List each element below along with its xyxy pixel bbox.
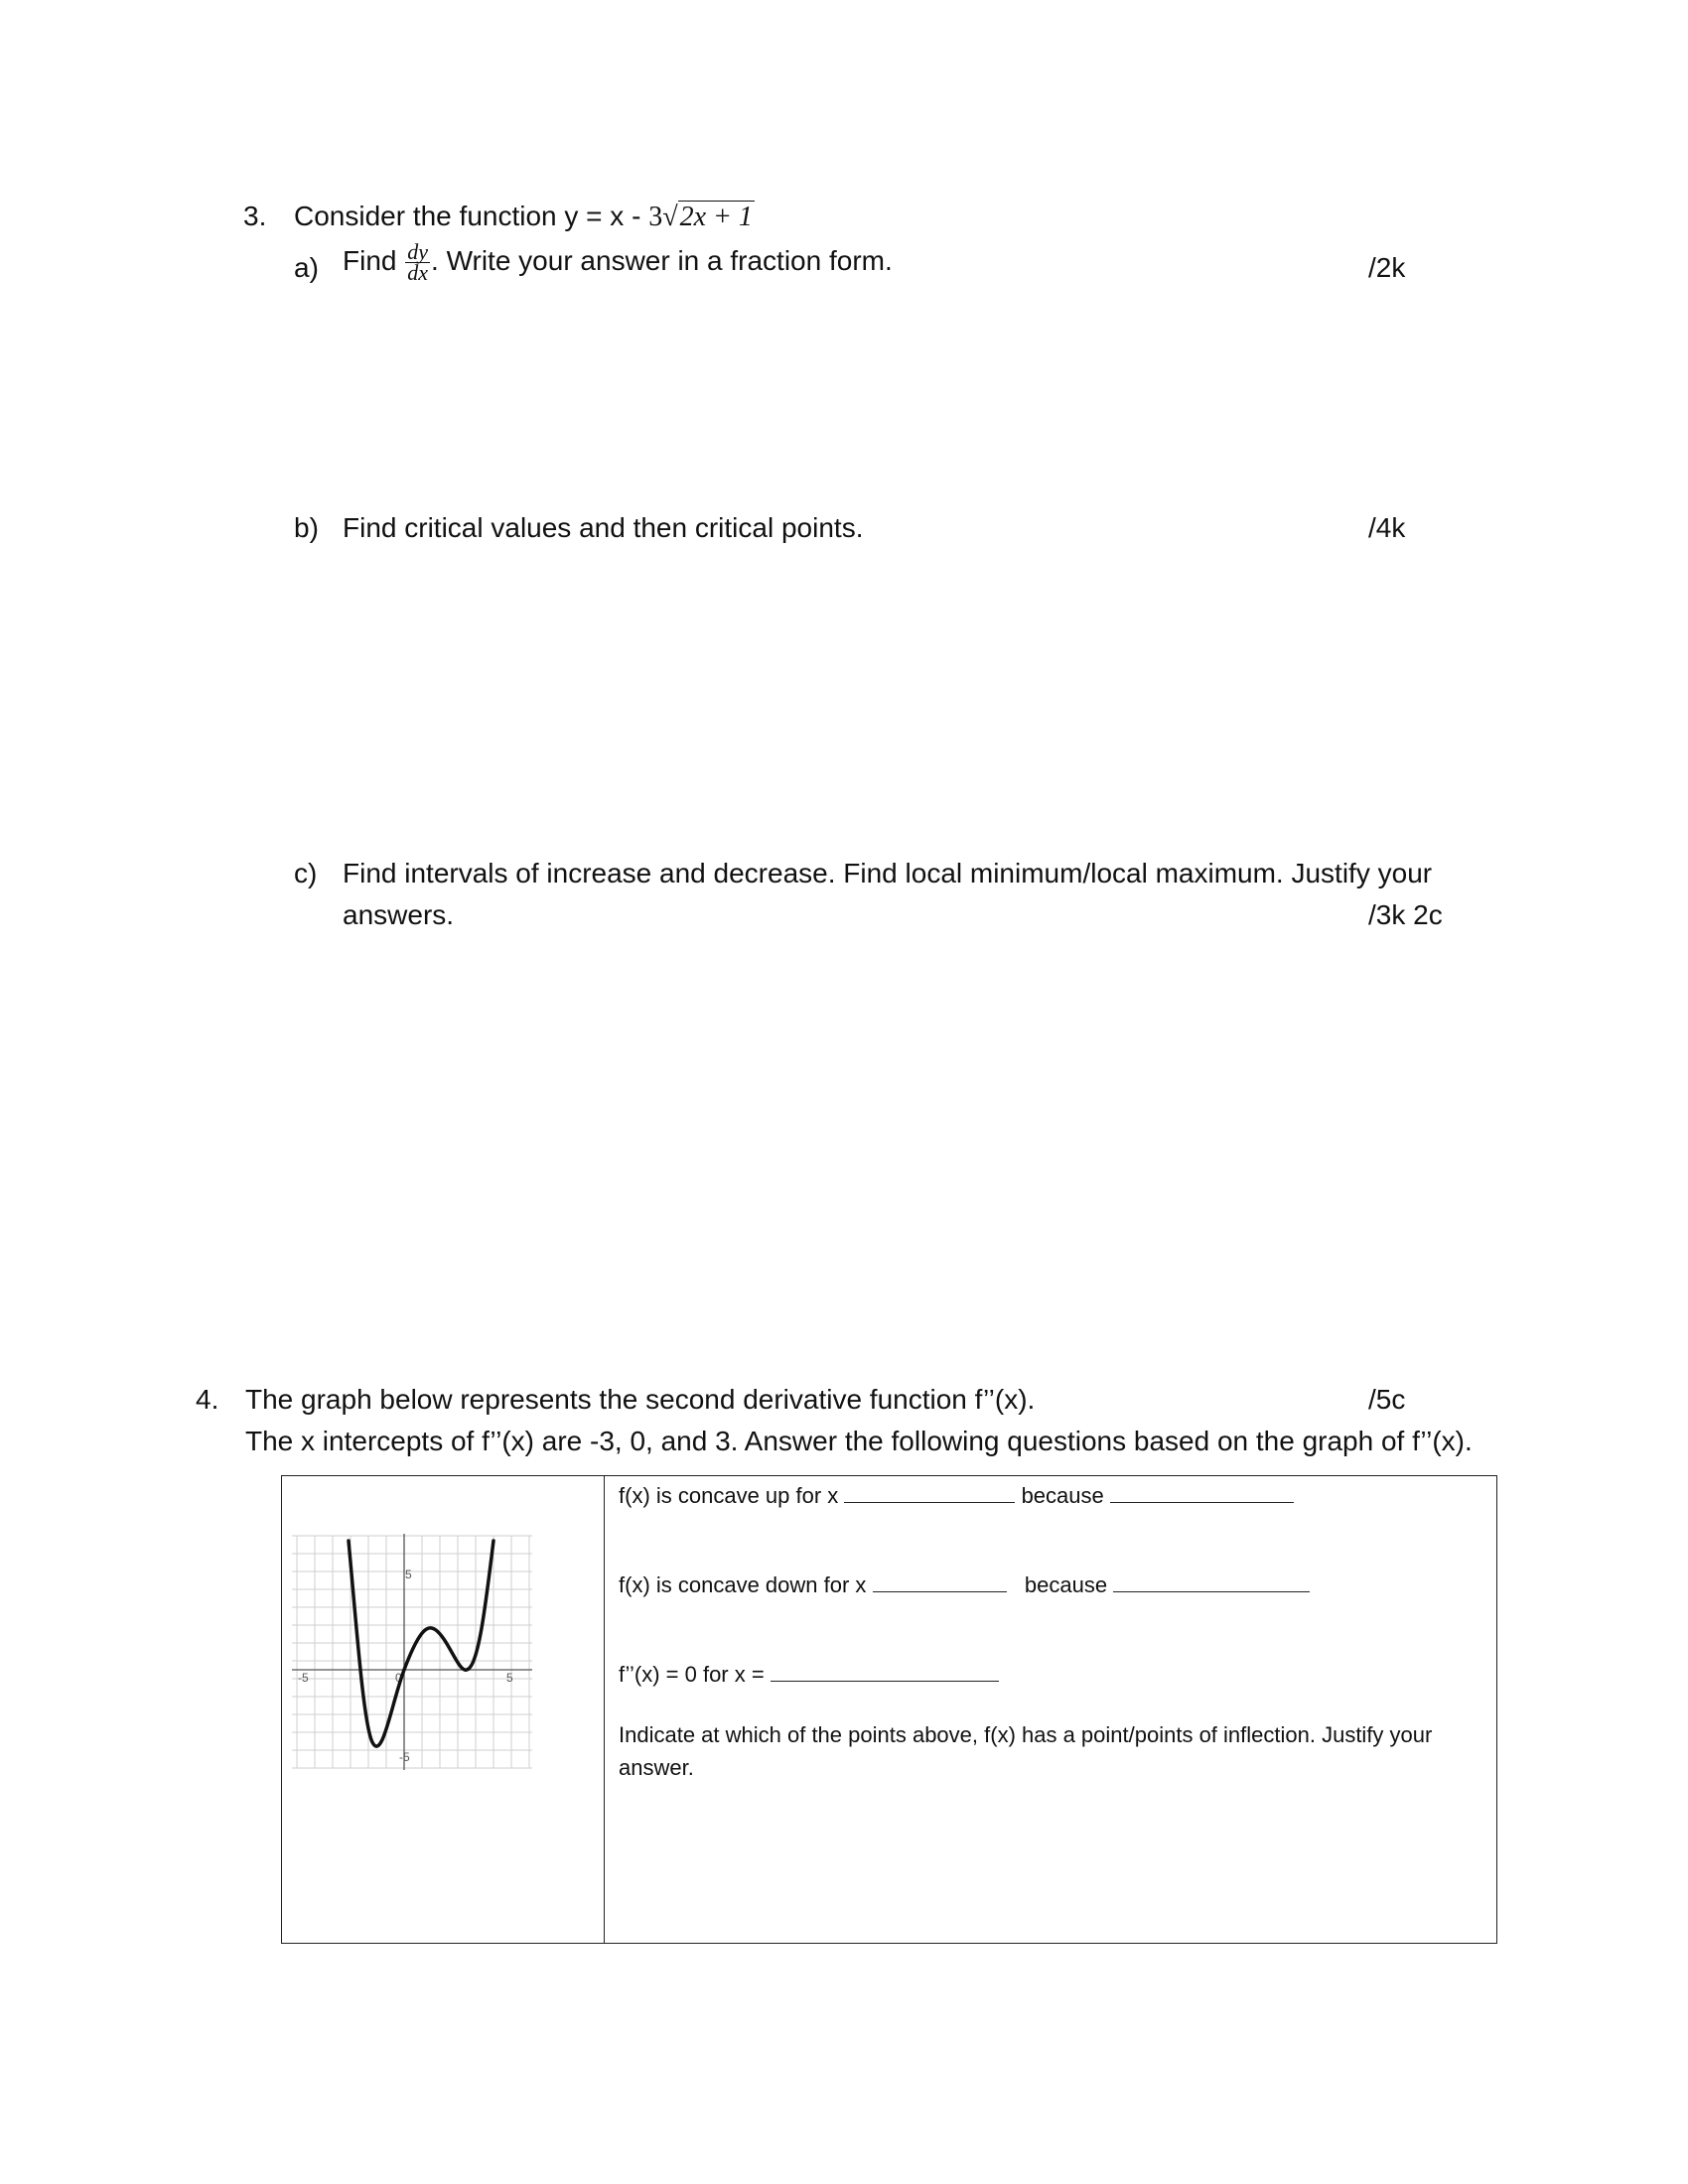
q4-line2: The x intercepts of f’’(x) are -3, 0, and 3. Answer the following questions based on the graph of f’’(x). [245, 1426, 1473, 1456]
q3-prompt-text: Consider the function y = x - [294, 201, 649, 231]
concave-up-text: f(x) is concave up for x [619, 1483, 839, 1508]
q3-radicand: 2x + 1 [679, 202, 753, 232]
concave-down-blank[interactable] [873, 1571, 1007, 1592]
because-1-blank[interactable] [1110, 1482, 1294, 1503]
q3c-marks: /3k 2c [1368, 899, 1443, 930]
questions-cell [605, 1476, 1497, 1944]
x-tick-neg-5: -5 [298, 1671, 309, 1685]
zero-line [619, 1661, 999, 1688]
q3-coef: 3 [648, 202, 663, 232]
zero-blank[interactable] [771, 1661, 999, 1682]
dy-dx-fraction [405, 239, 430, 285]
y-tick-neg-5: -5 [399, 1750, 410, 1764]
q3a-rest: . Write your answer in a fraction form. [431, 244, 893, 276]
q3a-marks: /2k [1368, 252, 1406, 283]
q4-line1: The graph below represents the second derivative function f’’(x). [245, 1384, 1036, 1415]
q4-number: 4. [196, 1384, 219, 1415]
q3a-label: a) [294, 252, 319, 283]
q3-prompt [294, 201, 755, 233]
q3-number: 3. [243, 201, 267, 231]
q3a-text [343, 239, 893, 285]
graph-cell [282, 1476, 605, 1944]
y-tick-5: 5 [405, 1568, 412, 1581]
x-tick-5: 5 [506, 1671, 513, 1685]
q3b-marks: /4k [1368, 512, 1406, 543]
q3c-text: Find intervals of increase and decrease. Find local minimum/local maximum. Justify your [343, 858, 1433, 888]
q3a-find: Find [343, 244, 397, 276]
concave-down-text: f(x) is concave down for x [619, 1572, 867, 1597]
q3c-text2: answers. [343, 899, 455, 930]
because-2: because [1024, 1572, 1108, 1597]
x-tick-0: 0 [395, 1671, 402, 1685]
concave-up-blank[interactable] [844, 1482, 1015, 1503]
concave-down-line [619, 1571, 1310, 1598]
answer-table [281, 1475, 1497, 1944]
q3b-label: b) [294, 512, 319, 543]
second-derivative-graph [282, 1476, 604, 1938]
sqrt-sign: √ [662, 202, 678, 232]
dx: dx [407, 260, 429, 285]
zero-text: f’’(x) = 0 for x = [619, 1662, 765, 1687]
concave-up-line [619, 1482, 1294, 1509]
q3c-label: c) [294, 858, 318, 888]
inflection-text: Indicate at which of the points above, f(x) has a point/points of inflection. Justify your answer. [619, 1722, 1433, 1780]
dy: dy [407, 239, 429, 264]
because-2-blank[interactable] [1113, 1571, 1310, 1592]
q4-marks: /5c [1368, 1384, 1406, 1415]
because-1: because [1021, 1483, 1104, 1508]
q3b-text: Find critical values and then critical points. [343, 512, 864, 543]
